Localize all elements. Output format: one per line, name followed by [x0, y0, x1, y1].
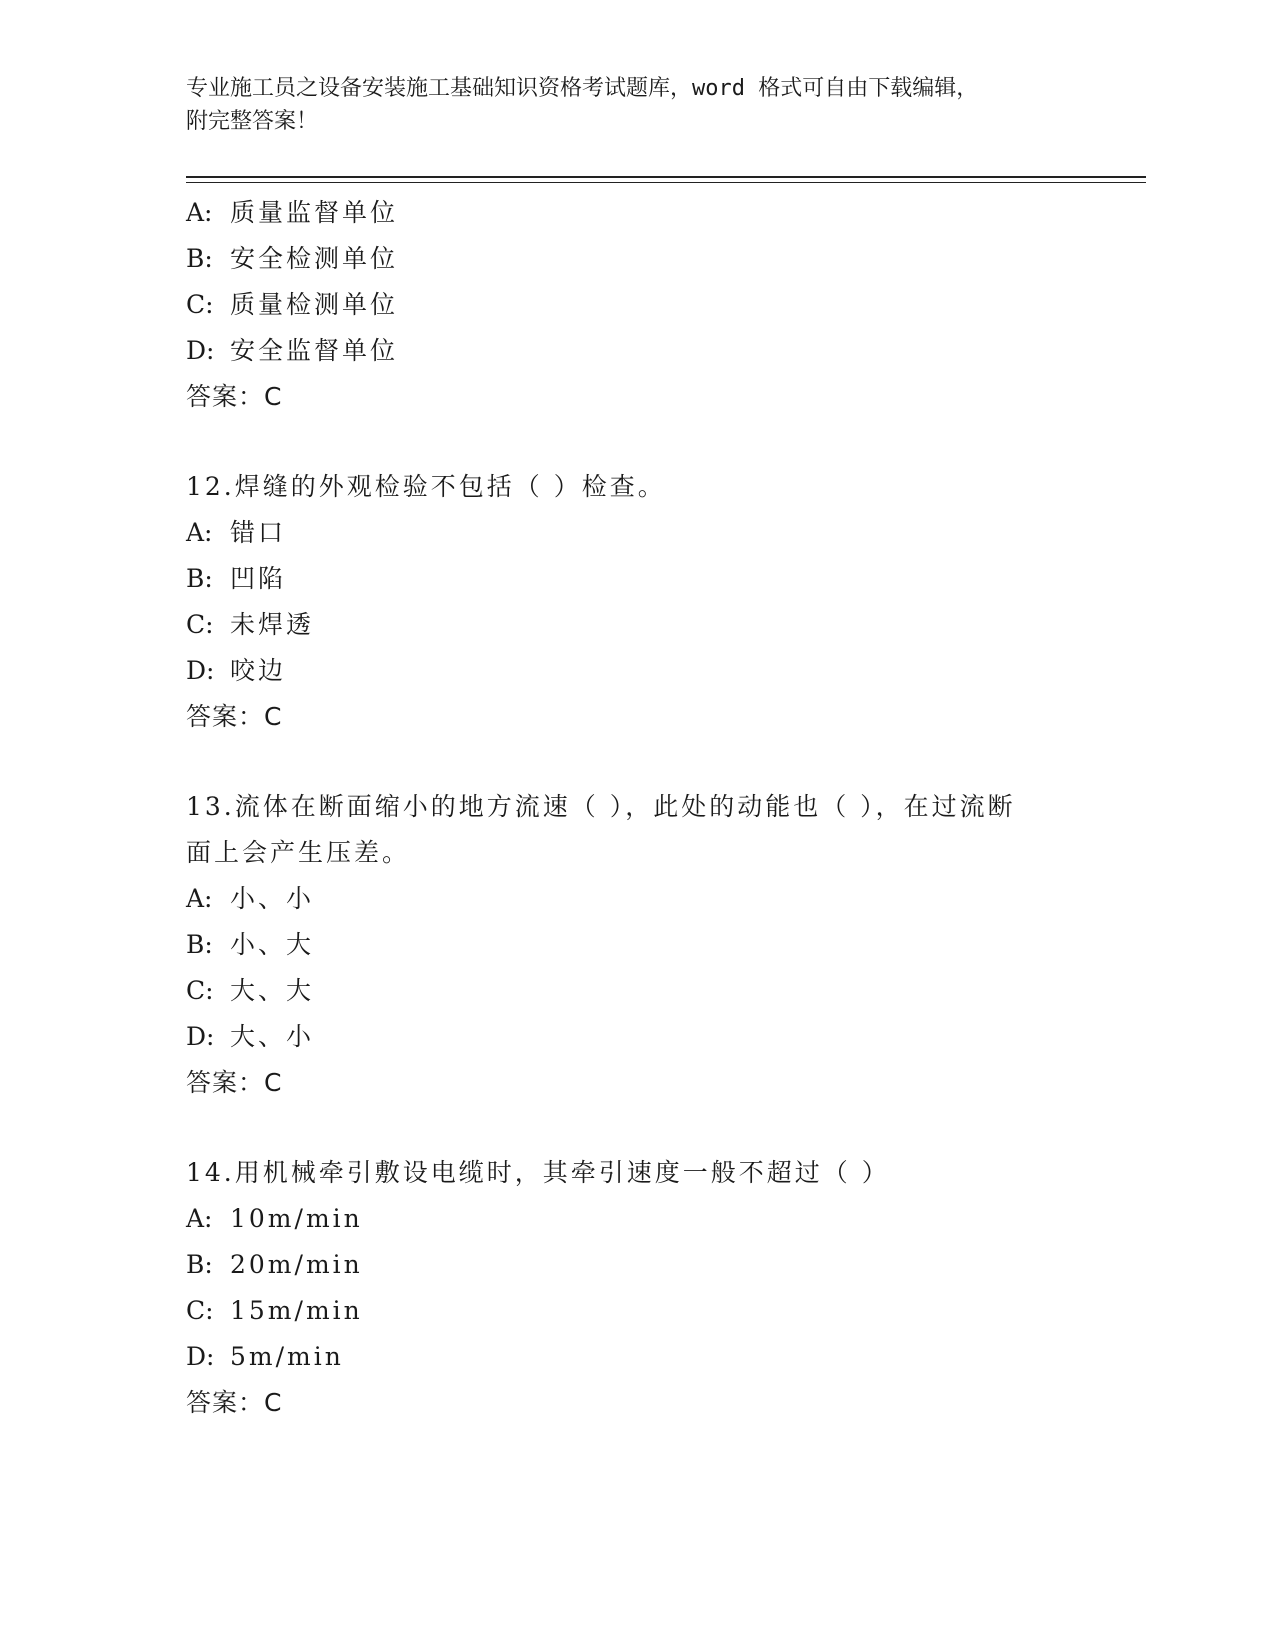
question-12 [186, 464, 1086, 740]
option-text: 小、大 [230, 930, 315, 959]
option-d [186, 328, 1086, 374]
option-letter: A: [186, 198, 213, 227]
option-a [186, 510, 1086, 556]
option-d [186, 1014, 1086, 1060]
header-rule-thin [186, 182, 1146, 183]
document-header [186, 72, 1066, 138]
option-letter: B: [186, 930, 213, 959]
option-letter: C: [186, 1296, 214, 1325]
option-text: 小、小 [230, 884, 315, 913]
option-letter: A: [186, 884, 213, 913]
option-b [186, 556, 1086, 602]
option-letter: B: [186, 244, 213, 273]
option-letter: D: [186, 1342, 215, 1371]
option-d [186, 1334, 1086, 1380]
option-letter: C: [186, 290, 214, 319]
option-b [186, 1242, 1086, 1288]
question-14 [186, 1150, 1086, 1426]
option-text: 未焊透 [230, 610, 315, 639]
option-c [186, 282, 1086, 328]
question-13 [186, 784, 1086, 1106]
header-line-1: 专业施工员之设备安装施工基础知识资格考试题库，word 格式可自由下载编辑， [186, 76, 979, 101]
option-text: 10m/min [230, 1204, 363, 1233]
option-text: 大、大 [230, 976, 315, 1005]
answer-line: 答案：C [186, 702, 283, 731]
header-rule-thick [186, 176, 1146, 178]
option-c [186, 968, 1086, 1014]
spacer [186, 1106, 1086, 1150]
option-text: 20m/min [230, 1250, 363, 1279]
option-c [186, 602, 1086, 648]
header-line-2: 附完整答案！ [186, 109, 319, 134]
question-text-line-1: 13.流体在断面缩小的地方流速（ ），此处的动能也（ ），在过流断 [186, 792, 1016, 821]
option-b [186, 236, 1086, 282]
option-b [186, 922, 1086, 968]
question-list [186, 190, 1086, 1426]
option-text: 大、小 [230, 1022, 315, 1051]
option-a [186, 1196, 1086, 1242]
question-text: 14.用机械牵引敷设电缆时，其牵引速度一般不超过（ ） [186, 1158, 890, 1187]
option-letter: D: [186, 656, 215, 685]
option-letter: B: [186, 564, 213, 593]
option-text: 咬边 [230, 656, 287, 685]
answer-line: 答案：C [186, 1068, 283, 1097]
option-letter: A: [186, 518, 213, 547]
answer-line: 答案：C [186, 1388, 283, 1417]
option-letter: B: [186, 1250, 213, 1279]
option-text: 5m/min [230, 1342, 344, 1371]
spacer [186, 420, 1086, 464]
option-text: 安全监督单位 [230, 336, 399, 365]
option-c [186, 1288, 1086, 1334]
option-d [186, 648, 1086, 694]
option-text: 错口 [230, 518, 287, 547]
option-letter: D: [186, 336, 215, 365]
option-a [186, 876, 1086, 922]
spacer [186, 740, 1086, 784]
option-text: 15m/min [230, 1296, 363, 1325]
option-letter: D: [186, 1022, 215, 1051]
option-letter: C: [186, 610, 214, 639]
question-11 [186, 190, 1086, 420]
option-letter: C: [186, 976, 214, 1005]
answer-line: 答案：C [186, 382, 283, 411]
option-text: 凹陷 [230, 564, 287, 593]
option-text: 质量检测单位 [230, 290, 399, 319]
option-a [186, 190, 1086, 236]
option-text: 安全检测单位 [230, 244, 399, 273]
option-text: 质量监督单位 [230, 198, 399, 227]
option-letter: A: [186, 1204, 213, 1233]
question-text: 12.焊缝的外观检验不包括（ ）检查。 [186, 472, 666, 501]
question-text-line-2: 面上会产生压差。 [186, 838, 411, 867]
